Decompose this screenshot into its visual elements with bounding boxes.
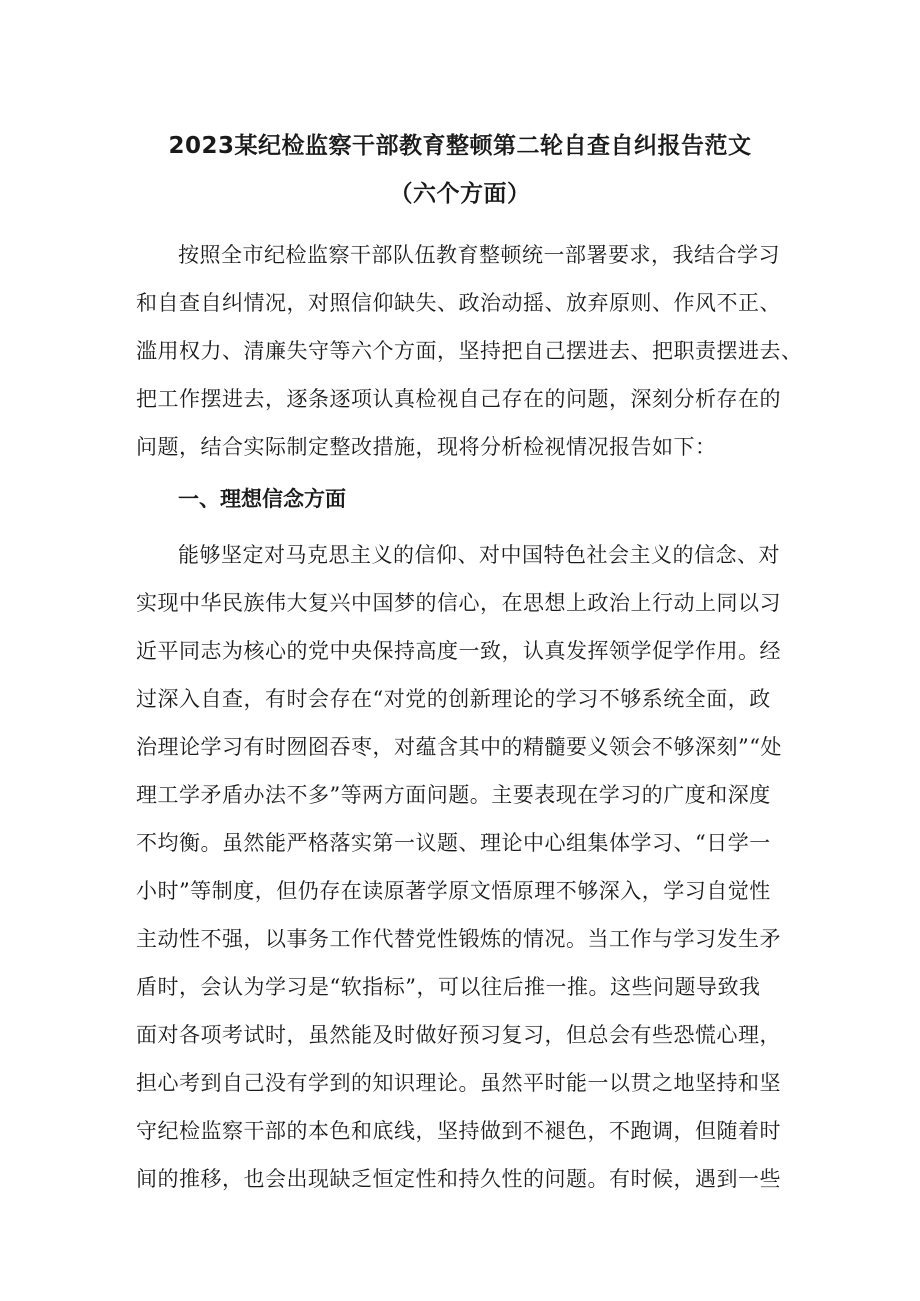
body-line: 治理论学习有时囫囵吞枣，对蕴含其中的精髓要义领会不够深刻”“处 (136, 735, 782, 759)
body-line: 过深入自查，有时会存在“对党的创新理论的学习不够系统全面，政 (136, 687, 771, 711)
body-line: 主动性不强，以事务工作代替党性锻炼的情况。当工作与学习发生矛 (136, 927, 781, 951)
body-line: 能够坚定对马克思主义的信仰、对中国特色社会主义的信念、对 (178, 543, 780, 567)
intro-line: 滥用权力、清廉失守等六个方面，坚持把自己摆进去、把职责摆进去、 (136, 339, 803, 363)
body-line: 盾时，会认为学习是“软指标”，可以往后推一推。这些问题导致我 (136, 975, 761, 999)
body-line: 小时”等制度，但仍存在读原著学原文悟原理不够深入，学习自觉性 (136, 879, 771, 903)
body-line: 面对各项考试时，虽然能及时做好预习复习，但总会有些恐慌心理， (136, 1023, 781, 1047)
intro-line: 问题，结合实际制定整改措施，现将分析检视情况报告如下： (136, 435, 717, 459)
body-line: 理工学矛盾办法不多”等两方面问题。主要表现在学习的广度和深度 (136, 783, 771, 807)
body-line: 间的推移，也会出现缺乏恒定性和持久性的问题。有时候，遇到一些 (136, 1167, 781, 1191)
body-line: 实现中华民族伟大复兴中国梦的信心，在思想上政治上行动上同以习 (136, 591, 781, 615)
body-line: 担心考到自己没有学到的知识理论。虽然平时能一以贯之地坚持和坚 (136, 1071, 781, 1095)
body-line: 守纪检监察干部的本色和底线，坚持做到不褪色，不跑调，但随着时 (136, 1119, 781, 1143)
section-heading: 一、理想信念方面 (178, 487, 346, 511)
document-subtitle: （六个方面） (389, 181, 531, 207)
intro-line: 和自查自纠情况，对照信仰缺失、政治动摇、放弃原则、作风不正、 (136, 291, 781, 315)
intro-line: 把工作摆进去，逐条逐项认真检视自己存在的问题，深刻分析存在的 (136, 387, 781, 411)
document-title: 2023某纪检监察干部教育整顿第二轮自查自纠报告范文 (168, 133, 752, 159)
body-line: 近平同志为核心的党中央保持高度一致，认真发挥领学促学作用。经 (136, 639, 781, 663)
body-line: 不均衡。虽然能严格落实第一议题、理论中心组集体学习、“日学一 (136, 831, 771, 855)
intro-line: 按照全市纪检监察干部队伍教育整顿统一部署要求，我结合学习 (178, 243, 780, 267)
